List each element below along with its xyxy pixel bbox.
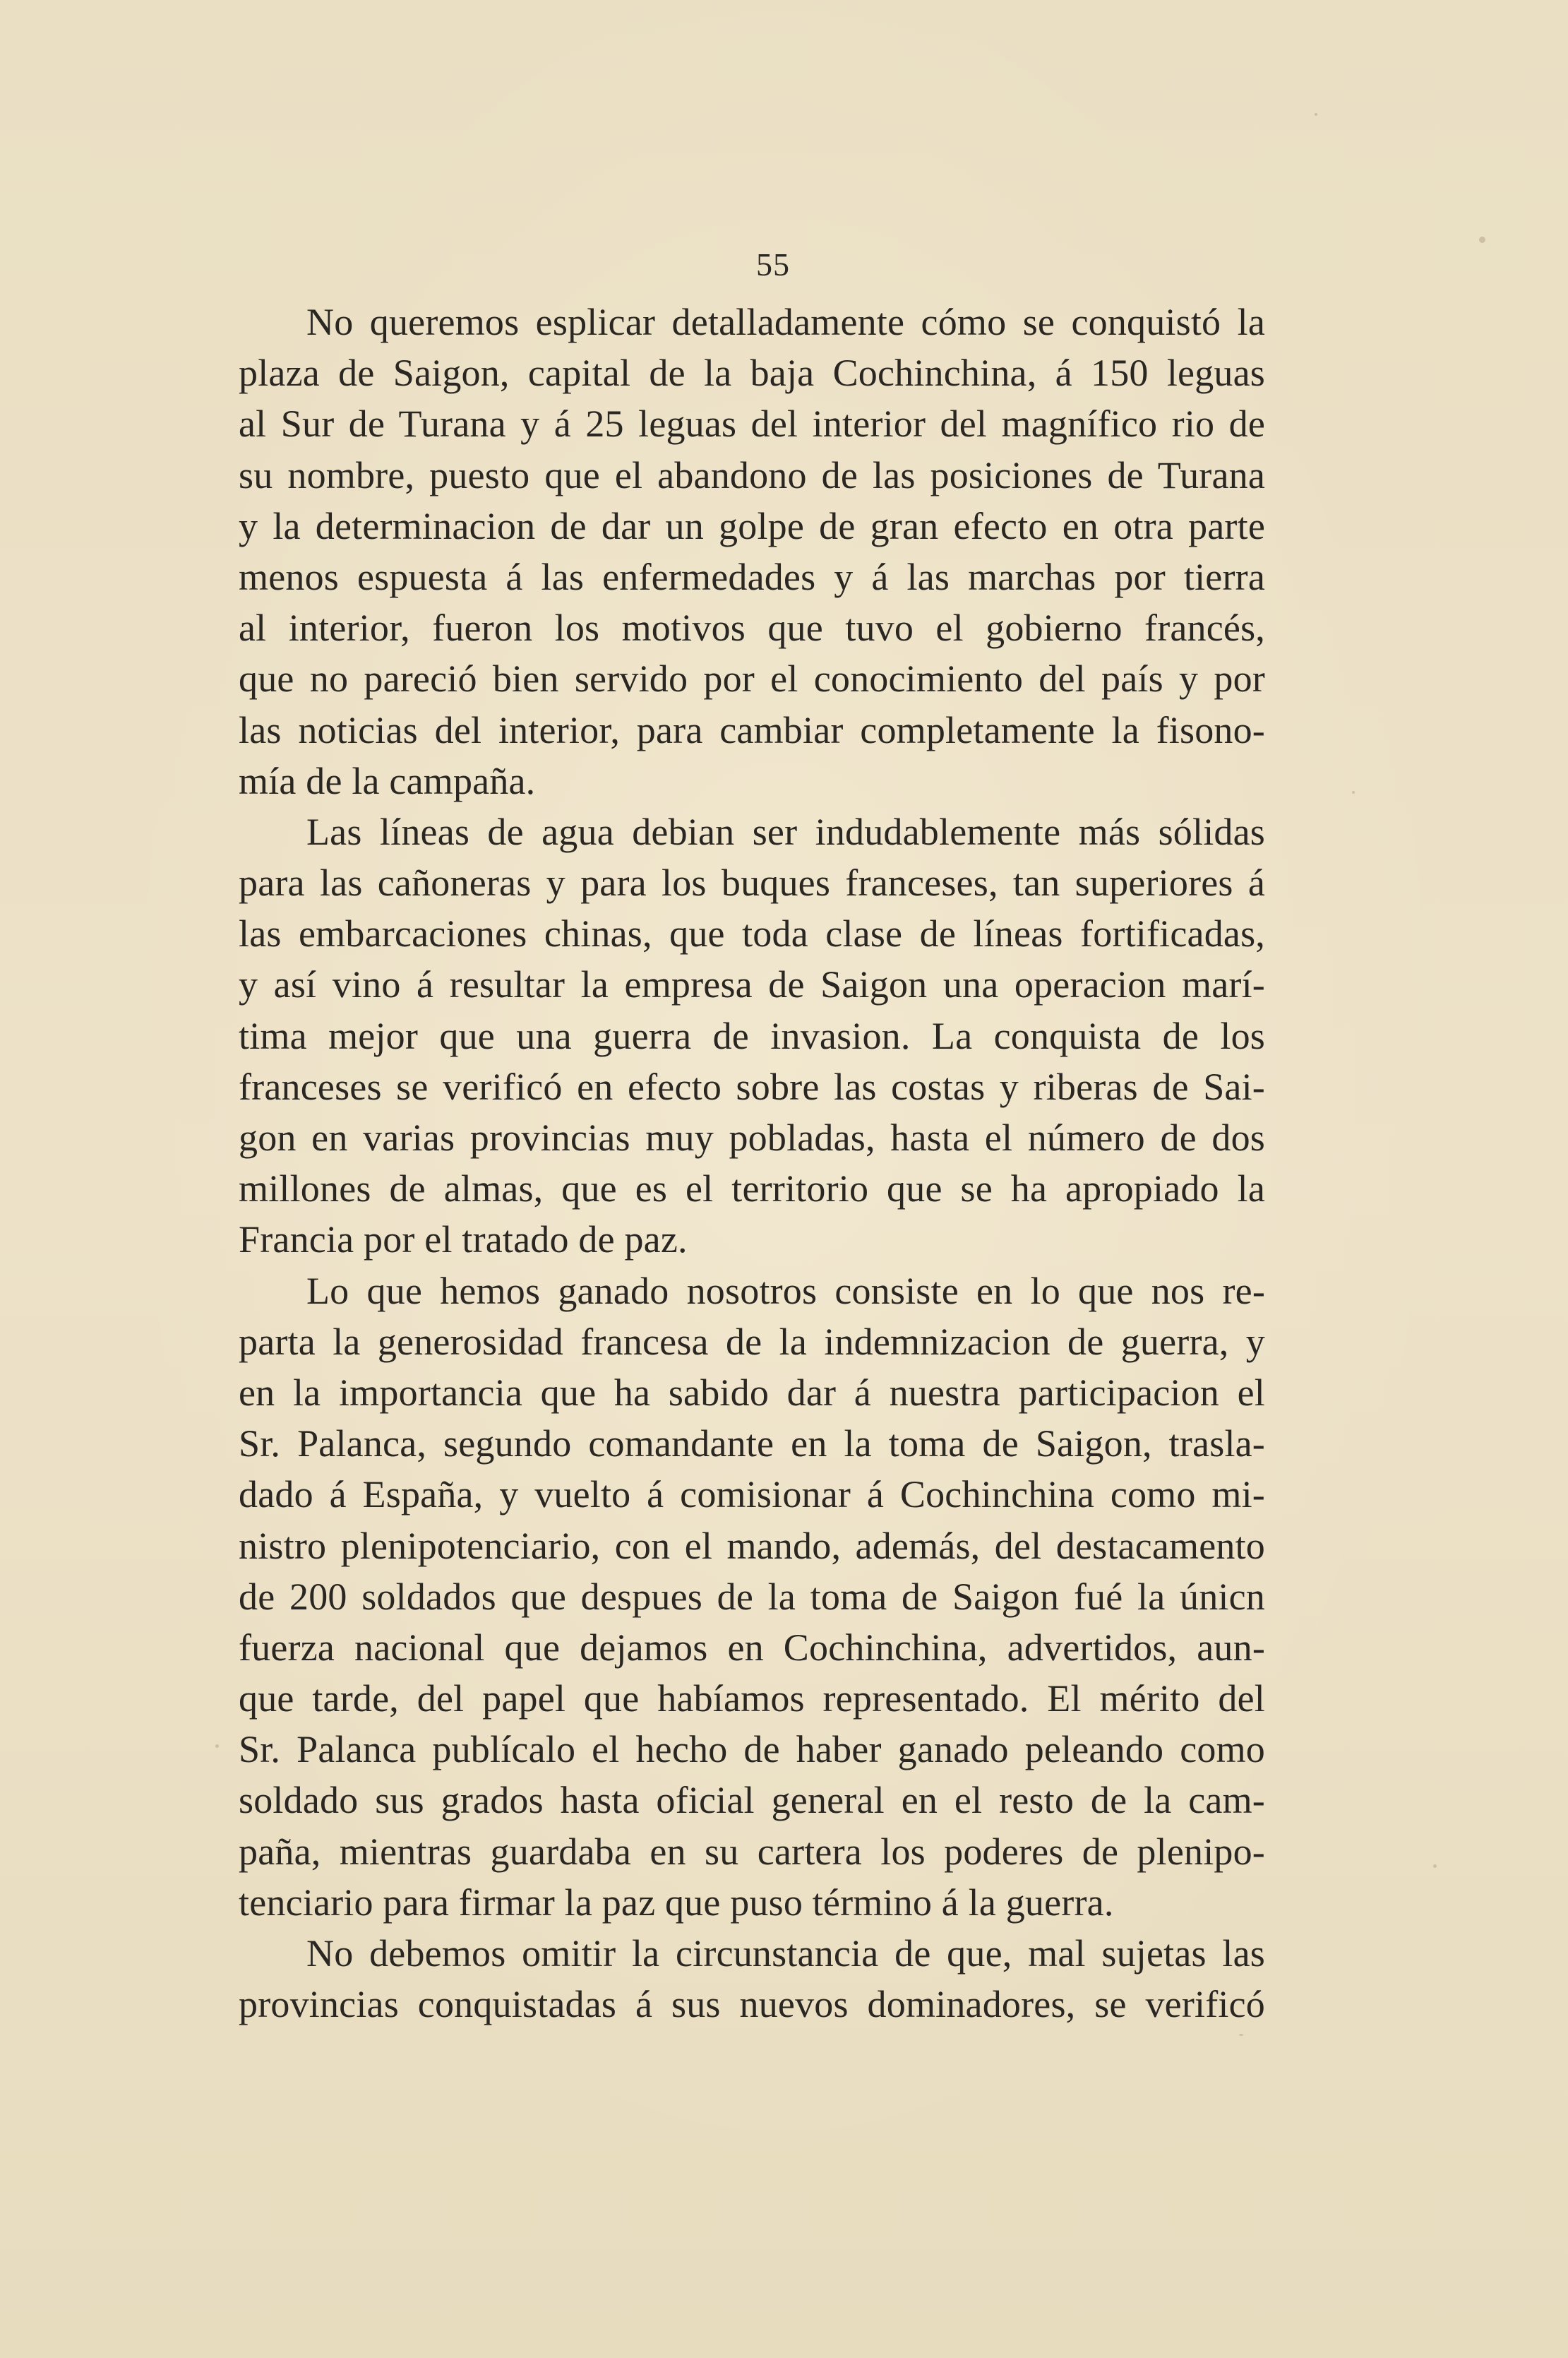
text-line: y así vino á resultar la empresa de Saigon una operacion marí- xyxy=(239,963,1265,1006)
text-line: No debemos omitir la circunstancia de que, mal sujetas las xyxy=(306,1932,1265,1975)
page-number: 55 xyxy=(756,246,790,282)
text-line: de 200 soldados que despues de la toma de Saigon fué la únicn xyxy=(239,1575,1265,1618)
text-line: dado á España, y vuelto á comisionar á Cochinchina como mi- xyxy=(239,1473,1265,1516)
text-line: nistro plenipotenciario, con el mando, además, del destacamento xyxy=(239,1524,1265,1567)
text-line: Lo que hemos ganado nosotros consiste en lo que nos re- xyxy=(306,1269,1265,1312)
text-line: tima mejor que una guerra de invasion. La conquista de los xyxy=(239,1014,1265,1057)
text-line: que no pareció bien servido por el conocimiento del país y por xyxy=(239,657,1265,701)
text-line: para las cañoneras y para los buques franceses, tan superiores á xyxy=(239,862,1265,905)
paper-speck xyxy=(1352,791,1355,794)
paper-speck xyxy=(215,1744,219,1748)
text-line: paña, mientras guardaba en su cartera los poderes de plenipo- xyxy=(239,1830,1265,1873)
text-line: y la determinacion de dar un golpe de gran efecto en otra parte xyxy=(239,504,1265,547)
text-line: fuerza nacional que dejamos en Cochinchina, advertidos, aun- xyxy=(239,1626,1265,1669)
text-line: franceses se verificó en efecto sobre las costas y riberas de Sai- xyxy=(239,1065,1265,1108)
text-line: gon en varias provincias muy pobladas, hasta el número de dos xyxy=(239,1117,1265,1159)
text-line: provincias conquistadas á sus nuevos dominadores, se verificó xyxy=(239,1983,1265,2026)
paper-speck xyxy=(1315,113,1317,116)
text-line: las embarcaciones chinas, que toda clase de líneas fortificadas, xyxy=(239,912,1265,955)
text-line: millones de almas, que es el territorio que se ha apropiado la xyxy=(239,1167,1265,1210)
text-line: No queremos esplicar detalladamente cómo se conquistó la xyxy=(306,301,1265,343)
paper-speck xyxy=(1433,1864,1437,1868)
text-line: plaza de Saigon, capital de la baja Cochinchina, á 150 leguas xyxy=(239,352,1265,395)
text-line: Francia por el tratado de paz. xyxy=(239,1218,688,1261)
text-line: Las líneas de agua debian ser indudablemente más sólidas xyxy=(306,810,1265,853)
text-line: al interior, fueron los motivos que tuvo el gobierno francés, xyxy=(239,607,1265,650)
paper-speck xyxy=(1239,2034,1243,2036)
text-line: soldado sus grados hasta oficial general en el resto de la cam- xyxy=(239,1779,1265,1822)
text-line: en la importancia que ha sabido dar á nuestra participacion el xyxy=(239,1371,1265,1414)
paper-speck xyxy=(1479,237,1485,243)
text-line: su nombre, puesto que el abandono de las posiciones de Turana xyxy=(239,453,1265,496)
text-line: parta la generosidad francesa de la indemnizacion de guerra, y xyxy=(239,1320,1265,1363)
body-text xyxy=(239,297,1265,2030)
text-line: Sr. Palanca, segundo comandante en la toma de Saigon, trasla- xyxy=(239,1422,1265,1465)
text-line: mía de la campaña. xyxy=(239,759,536,802)
text-line: menos espuesta á las enfermedades y á las marchas por tierra xyxy=(239,555,1265,598)
text-line: las noticias del interior, para cambiar completamente la fisono- xyxy=(239,708,1265,751)
text-line: Sr. Palanca publícalo el hecho de haber ganado peleando como xyxy=(239,1728,1265,1771)
text-line: al Sur de Turana y á 25 leguas del interior del magnífico rio de xyxy=(239,403,1265,446)
text-line: tenciario para firmar la paz que puso término á la guerra. xyxy=(239,1881,1114,1924)
text-line: que tarde, del papel que habíamos representado. El mérito del xyxy=(239,1677,1265,1720)
